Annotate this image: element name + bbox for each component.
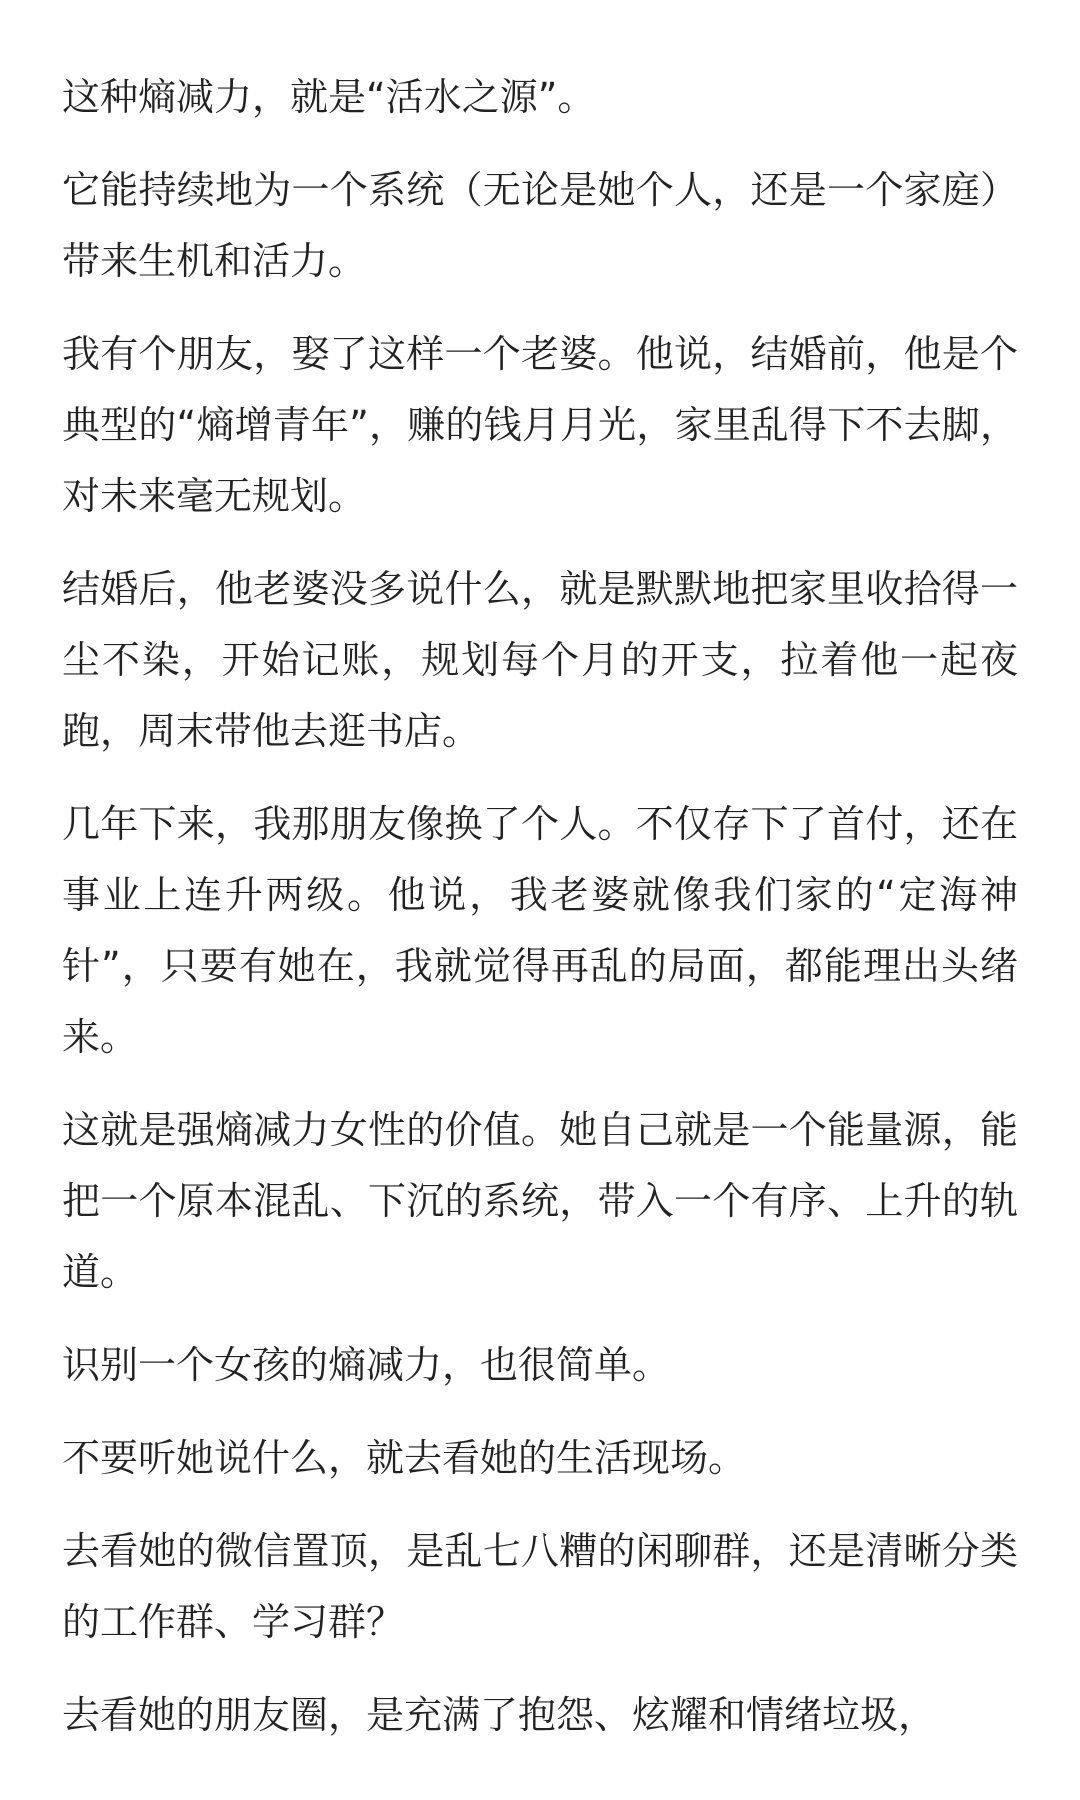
paragraph: 这就是强熵减力女性的价值。她自己就是一个能量源，能把一个原本混乱、下沉的系统，带入一个有序、上升的轨道。	[62, 1108, 1018, 1294]
paragraph: 识别一个女孩的熵减力，也很简单。	[62, 1343, 671, 1387]
paragraph: 不要听她说什么，就去看她的生活现场。	[62, 1436, 747, 1480]
paragraph: 它能持续地为一个系统（无论是她个人，还是一个家庭）带来生机和活力。	[62, 168, 1018, 283]
paragraph: 这种熵减力，就是“活水之源”。	[62, 75, 596, 119]
paragraph: 几年下来，我那朋友像换了个人。不仅存下了首付，还在事业上连升两级。他说，我老婆就像我们家的“定海神针”，只要有她在，我就觉得再乱的局面，都能理出头绪来。	[62, 802, 1018, 1059]
paragraph: 去看她的朋友圈，是充满了抱怨、炫耀和情绪垃圾，	[62, 1693, 937, 1737]
paragraph: 结婚后，他老婆没多说什么，就是默默地把家里收拾得一尘不染，开始记账，规划每个月的开支，拉着他一起夜跑，周末带他去逛书店。	[62, 567, 1018, 753]
paragraph: 我有个朋友，娶了这样一个老婆。他说，结婚前，他是个典型的“熵增青年”，赚的钱月月光，家里乱得下不去脚，对未来毫无规划。	[62, 332, 1018, 518]
paragraph: 去看她的微信置顶，是乱七八糟的闲聊群，还是清晰分类的工作群、学习群？	[62, 1529, 1018, 1644]
